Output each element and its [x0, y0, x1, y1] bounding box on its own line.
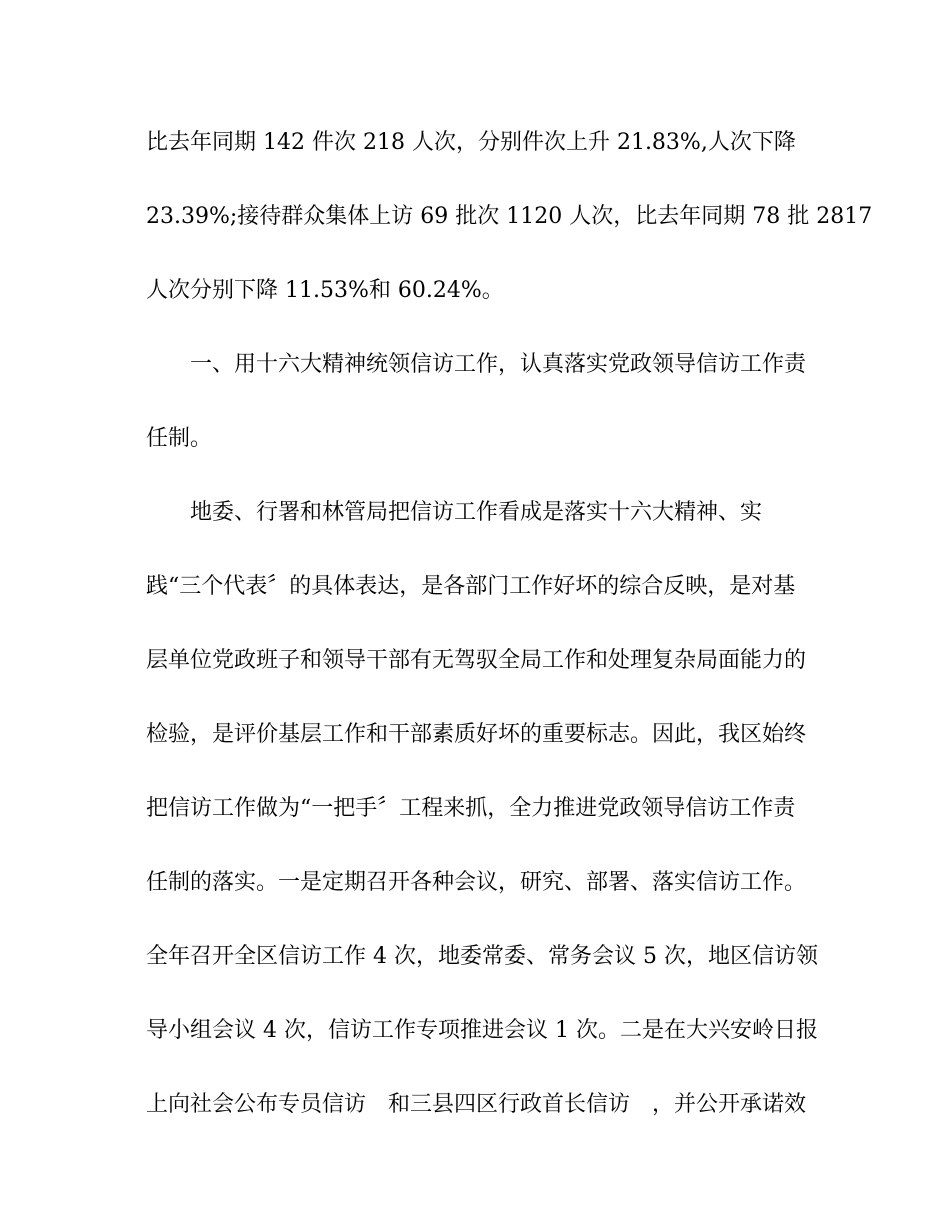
paragraph-line: 地委、行署和林管局把信访工作看成是落实十六大精神、实: [190, 500, 763, 525]
paragraph-line: 任制的落实。一是定期召开各种会议，研究、部署、落实信访工作。: [146, 870, 807, 895]
paragraph-line: 践“三个代表〞的具体表达，是各部门工作好坏的综合反映，是对基: [146, 574, 796, 599]
paragraph-line: 23.39%;接待群众集体上访 69 批次 1120 人次，比去年同期 78 批 2817: [146, 204, 873, 229]
section-heading-line: 一、用十六大精神统领信访工作，认真落实党政领导信访工作责: [190, 352, 807, 377]
paragraph-line: 人次分别下降 11.53%和 60.24%。: [146, 278, 504, 303]
paragraph-line: 把信访工作做为“一把手〞工程来抓，全力推进党政领导信访工作责: [146, 796, 796, 821]
paragraph-line: 层单位党政班子和领导干部有无驾驭全局工作和处理复杂局面能力的: [146, 648, 807, 673]
section-heading-line: 任制。: [146, 426, 213, 451]
paragraph-line: 比去年同期 142 件次 218 人次，分别件次上升 21.83%,人次下降: [146, 130, 796, 155]
paragraph-line: 上向社会公布专员信访 和三县四区行政首长信访 ，并公开承诺效: [146, 1092, 807, 1117]
paragraph-line: 导小组会议 4 次，信访工作专项推进会议 1 次。二是在大兴安岭日报: [146, 1018, 818, 1043]
paragraph-line: 全年召开全区信访工作 4 次，地委常委、常务会议 5 次，地区信访领: [146, 944, 818, 969]
paragraph-line: 检验，是评价基层工作和干部素质好坏的重要标志。因此，我区始终: [146, 722, 807, 747]
